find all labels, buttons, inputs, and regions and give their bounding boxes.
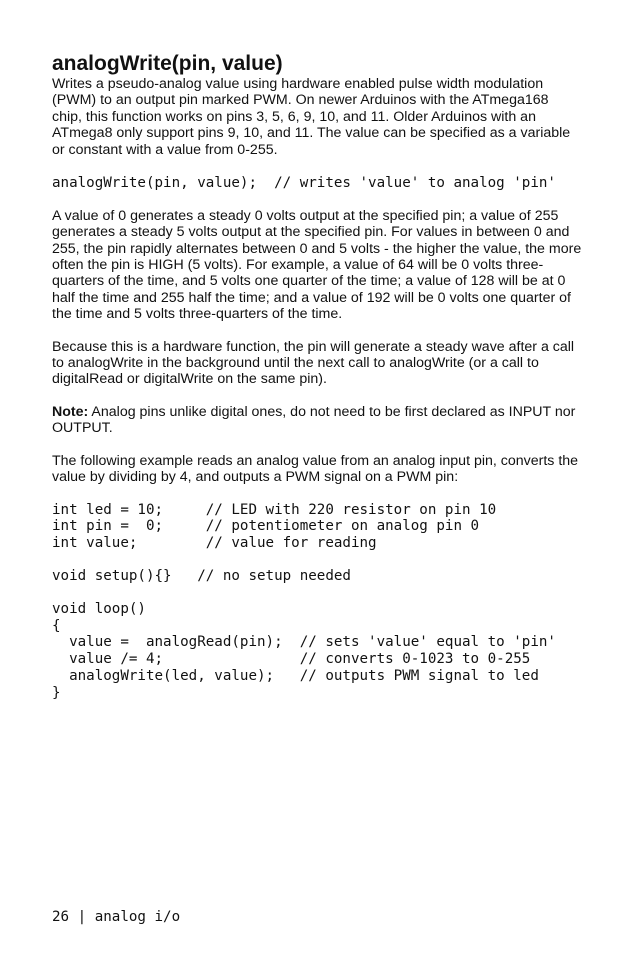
code-line: void setup(){} // no setup needed [52,567,351,584]
intro-paragraph: Writes a pseudo-analog value using hardware enabled pulse width modulation (PWM) to an output pin marked PWM. On newer Arduinos with the ATmega168 chip, this function works on pins 3, 5, 6, 9, 10, and 11. Older Arduinos with an ATmega8 only support pins 9, 10, and 11. The value can be specified as a variable or constant with a value from 0-255. [52,76,571,158]
syntax-code: analogWrite(pin, value); // writes 'value' to analog 'pin' [52,175,556,192]
code-line: } [52,684,61,701]
explanation-paragraph: A value of 0 generates a steady 0 volts output at the specified pin; a value of 255 generates a steady 5 volts output at the specified pin. For values in between 0 and 255, the pin rapidly alternates between 0 and 5 volts - the higher the value, the more often the pin is HIGH (5 volts). For example, a value of 64 will be 0 volts three-quarters of the time, and 5 volts one quarter of the time; a value of 128 will be at 0 half the time and 255 half the time; and a value of 192 will be 0 volts one quarter of the time and 5 volts three-quarters of the time. [52,207,582,323]
code-line: void loop() [52,600,146,617]
example-code-loop [52,601,582,702]
note-paragraph [52,404,582,437]
note-label: Note: [52,403,89,420]
example-code-setup [52,568,582,585]
code-line: value = analogRead(pin); // sets 'value' equal to 'pin' [52,634,556,651]
example-intro-paragraph: The following example reads an analog value from an analog input pin, converts the value by dividing by 4, and outputs a PWM signal on a PWM pin: [52,452,579,486]
example-code-declarations [52,502,582,552]
code-line: { [52,617,61,634]
page-footer: 26 | analog i/o [52,909,181,925]
section-heading: analogWrite(pin, value) [52,52,283,75]
code-line: int led = 10; // LED with 220 resistor on pin 10 [52,501,497,518]
note-text: Analog pins unlike digital ones, do not need to be first declared as INPUT nor OUTPUT. [52,403,576,437]
code-line: int value; // value for reading [52,535,377,552]
code-line: value /= 4; // converts 0-1023 to 0-255 [52,651,531,668]
page-content [52,52,582,701]
hardware-note-paragraph: Because this is a hardware function, the pin will generate a steady wave after a call to analogWrite in the background until the next call to analogWrite (or a call to digitalRead or digitalWrite on the same pin). [52,338,575,388]
code-line: int pin = 0; // potentiometer on analog pin 0 [52,518,480,535]
code-line: analogWrite(led, value); // outputs PWM signal to led [52,667,539,684]
